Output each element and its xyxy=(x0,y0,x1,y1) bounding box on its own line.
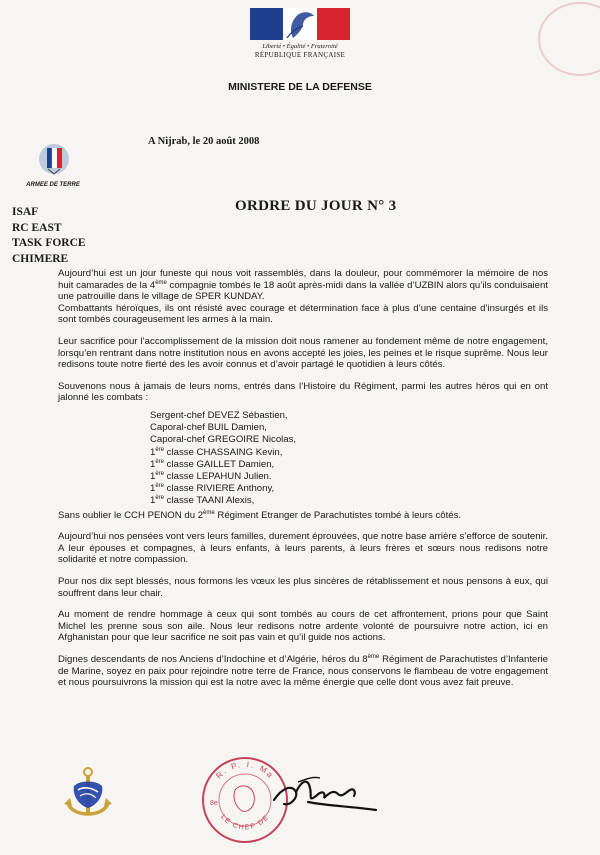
paragraph: Au moment de rendre hommage à ceux qui sont tombés au cours de cet affrontement, prions pour que Saint Michel les prenne sous son aile. Nous leur redisons notre ardente volonté de poursuivre notre action, ici en Afghanistan pour que leur sacrifice ne soit pas vain et qu’il guide nos actions. xyxy=(58,609,548,644)
republique-francaise-logo xyxy=(250,8,350,59)
unit-line: CHIMERE xyxy=(12,252,69,265)
list-item: Caporal-chef BUIL Damien, xyxy=(150,422,267,434)
document-body xyxy=(58,268,548,689)
list-item: 1ère classe TAANI Alexis, xyxy=(150,495,255,507)
list-item: 1ère classe RIVIERE Anthony, xyxy=(150,483,275,495)
svg-text:LE CHEF DE xyxy=(219,814,271,832)
list-item: 1ère classe CHASSAING Kevin, xyxy=(150,446,283,458)
paragraph: Dignes descendants de nos Anciens d’Indochine et d’Algérie, héros du 8ème Régiment de Parachutistes d’Infanterie de Marine, soyez en paix pour rejoindre notre terre de France, nous conservons le flambeau de votre engagement et nous poursuivrons la mission qui est la notre avec la même énergie que celle dont vous avez fait preuve. xyxy=(58,653,548,689)
ministry-heading: MINISTERE DE LA DEFENSE xyxy=(228,81,372,93)
paragraph: Sans oublier le CCH PENON du 2ème Régiment Etranger de Parachutistes tombé à leurs côtés. xyxy=(58,509,462,521)
unit-block xyxy=(12,205,86,267)
paragraph: Combattants héroïques, ils ont résisté avec courage et détermination face à plus d’une centaine d’insurgés et ils sont tombés courageusement les armes à la main. xyxy=(58,302,548,326)
unit-line: ISAF xyxy=(12,206,39,218)
document-title: ORDRE DU JOUR N° 3 xyxy=(235,198,397,214)
unit-line: RC EAST xyxy=(12,221,62,234)
list-item: Caporal-chef GREGOIRE Nicolas, xyxy=(150,434,297,446)
paragraph: Souvenons nous à jamais de leurs noms, entrés dans l’Histoire du Régiment, parmi les autres héros qui en ont jalonné les combats : xyxy=(58,380,548,404)
list-item: Sergent-chef DEVEZ Sébastien, xyxy=(150,409,288,421)
dateline: A Nijrab, le 20 août 2008 xyxy=(148,136,260,147)
fallen-names-list xyxy=(58,410,548,508)
marine-anchor-insignia-icon xyxy=(58,762,118,824)
republic-motto: Liberté • Égalité • Fraternité xyxy=(262,43,338,50)
marianne-flag-icon xyxy=(250,8,350,40)
list-item: 1ère classe GAILLET Damien, xyxy=(150,458,275,470)
armee-logo-caption: ARMEE DE TERRE xyxy=(26,182,80,188)
stamp-top-text: R. P. I. Ma xyxy=(214,759,276,781)
paragraph: Leur sacrifice pour l’accomplissement de la mission doit nous ramener au fondement même de notre engagement, lorsqu’en rentrant dans notre institution nous en avons accepté les joies, les peines et le risque suprême. Nous leur redisons toute notre fierté des les avoir connus et d’avoir partagé le quotidien à leurs côtés. xyxy=(58,335,548,371)
paragraph: Aujourd’hui est un jour funeste qui nous voit rassemblés, dans la douleur, pour commémorer la mémoire de nos huit camarades de la 4ème compagnie tombés le 18 août après-midi dans la vallée d’UZBIN alors qu’ils conduisaient une patrouille dans le village de SPER KUNDAY. xyxy=(58,268,548,303)
armee-emblem-icon xyxy=(18,143,88,175)
stamp-bottom-text: LE CHEF DE xyxy=(219,813,271,832)
paragraph: Aujourd’hui nos pensées vont vers leurs familles, durement éprouvées, que notre base arrière s’efforce de soutenir. A leur épouses et compagnes, à leurs enfants, à leurs parents, à leurs frères et sœurs nous redisons notre solidarité et notre compassion. xyxy=(58,531,548,566)
paragraph: Pour nos dix sept blessés, nous formons les vœux les plus sincères de rétablissement et nous pensons à eux, qui souffrent dans leur chair. xyxy=(58,575,548,599)
commander-signature xyxy=(268,762,383,822)
armee-de-terre-logo xyxy=(18,143,88,188)
republic-name: RÉPUBLIQUE FRANÇAISE xyxy=(254,51,346,59)
corner-stamp-fragment xyxy=(538,2,600,76)
stamp-left-text: 8e xyxy=(210,800,218,807)
list-item: 1ère classe LEPAHUN Julien. xyxy=(150,470,272,482)
unit-line: TASK FORCE xyxy=(12,237,86,249)
